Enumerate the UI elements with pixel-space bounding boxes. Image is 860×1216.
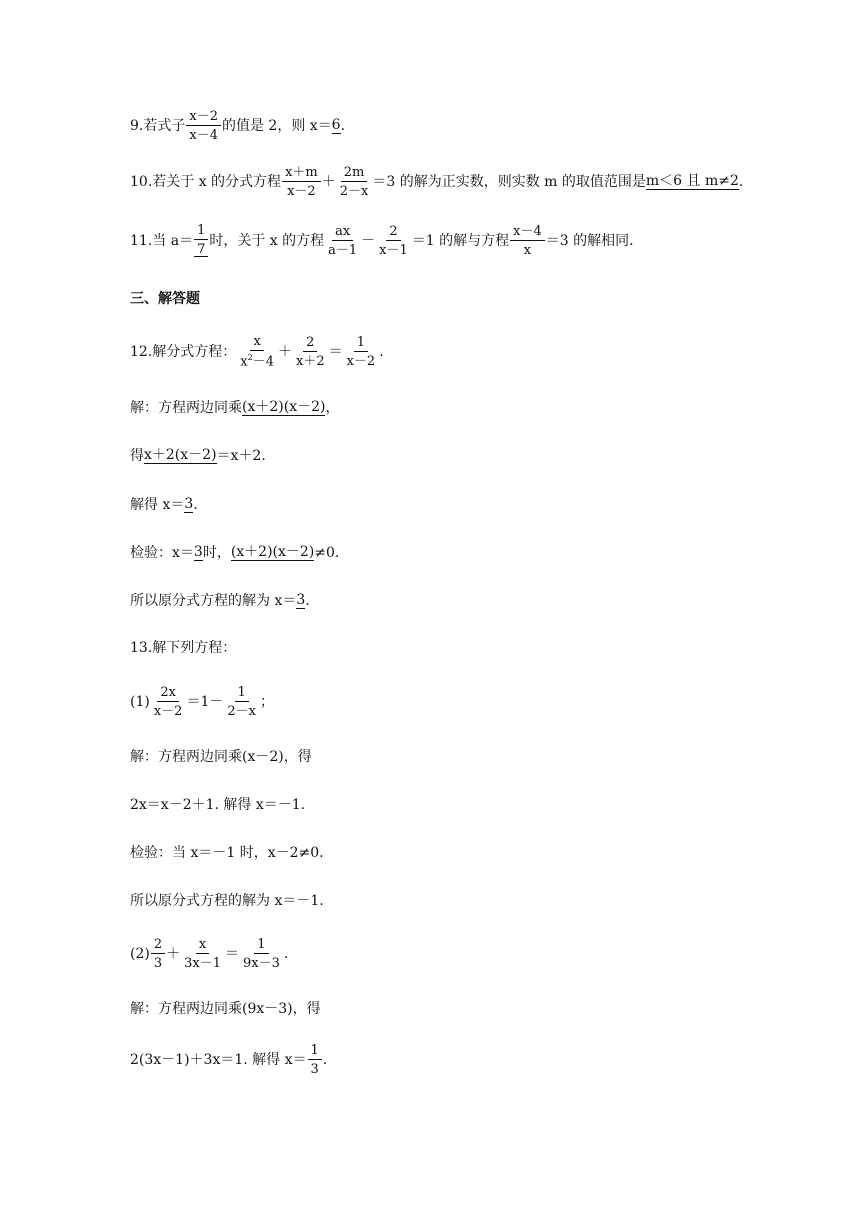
question-10-text-1: 若关于 x 的分式方程 [152, 174, 282, 190]
step-text: 得 [130, 448, 144, 464]
part-label: (2) [130, 946, 150, 962]
period: . [379, 343, 384, 360]
q13-p2-result-fraction [308, 1044, 322, 1076]
step-text: 检验：当 x＝－1 时，x－2≠0. [130, 845, 324, 861]
question-11-label: 11. [130, 232, 153, 249]
q13-p2-fraction-2 [181, 938, 224, 970]
question-12-label: 12. [130, 343, 153, 360]
period: . [738, 174, 744, 190]
q13-part-1 [130, 686, 274, 718]
fraction-numerator: 1 [254, 938, 268, 954]
fraction-denominator: x－1 [379, 242, 408, 258]
fraction-denominator: 9x－3 [243, 956, 280, 971]
equation-text: ＝1－ [186, 694, 224, 710]
question-12-text: 解分式方程： [152, 343, 237, 360]
q13-p1-step-4 [130, 894, 324, 908]
q13-p1-fraction-2 [224, 686, 259, 718]
question-10 [130, 166, 743, 198]
q13-p1-step-3 [130, 846, 324, 860]
fill-blank: 3 [296, 592, 306, 608]
fraction-denominator: x [523, 242, 532, 258]
question-13-title: 13.解下列方程： [130, 640, 237, 656]
step-text: 2x＝x－2＋1. 解得 x＝－1. [130, 797, 306, 813]
step-text: ＝x＋2. [216, 448, 266, 464]
q13-part-2 [130, 938, 288, 970]
step-text: 解：方程两边同乘(x－2)，得 [130, 749, 312, 765]
section-title: 三、解答题 [130, 291, 200, 307]
step-text: ， [325, 400, 340, 416]
fraction-numerator: x＋m [282, 166, 321, 182]
fraction-denominator: 7 [194, 240, 208, 257]
question-12-fraction-3 [344, 336, 379, 368]
fill-blank: 3 [193, 544, 203, 560]
question-11-text-1: 当 a＝ [152, 232, 194, 249]
step-text: 解：方程两边同乘 [130, 400, 242, 416]
q13-p2-step-2 [130, 1044, 327, 1076]
fraction-numerator: x－4 [510, 225, 545, 241]
period: . [340, 118, 346, 134]
fraction-denominator: a－1 [328, 242, 358, 258]
question-9-fraction [186, 110, 221, 142]
period: . [283, 946, 289, 962]
fraction-numerator: 1 [194, 224, 208, 240]
q12-step-1 [130, 400, 339, 416]
question-12-fraction-1 [237, 335, 277, 368]
question-11-fraction-1 [325, 225, 360, 257]
plus-sign: ＋ [277, 343, 292, 360]
question-12 [130, 335, 384, 368]
fraction-denominator: 2－x [339, 184, 369, 199]
question-11-text-3: ＝1 的解与方程 [411, 232, 510, 249]
semicolon: ； [259, 694, 274, 710]
q12-step-4 [130, 545, 339, 561]
q13-p2-fraction-1 [151, 938, 165, 970]
question-10-label: 10. [130, 174, 153, 190]
fraction-numerator: 1 [354, 336, 368, 352]
fraction-denominator: x＋2 [295, 353, 325, 369]
question-9 [130, 110, 345, 142]
den-rest: －4 [252, 354, 274, 370]
plus-sign: ＋ [321, 174, 336, 190]
question-10-text-2: ＝3 的解为正实数，则实数 m 的取值范围是 [372, 174, 646, 190]
fraction-numerator: 2 [303, 336, 317, 352]
step-text: ≠0. [314, 545, 340, 561]
fraction-numerator: ax [332, 225, 353, 241]
exponent: 2 [247, 353, 253, 362]
question-10-answer: m＜6 且 m≠2 [645, 173, 739, 189]
question-11-fraction-2 [376, 225, 411, 257]
question-11-answer-fraction [194, 224, 208, 257]
q13-p1-fraction-1 [151, 686, 186, 718]
fraction-numerator: x [250, 335, 263, 351]
fill-blank: (x＋2)(x－2) [230, 544, 315, 560]
q13-p2-fraction-3 [240, 938, 283, 970]
fraction-numerator: 1 [308, 1044, 322, 1060]
step-text: 所以原分式方程的解为 x＝ [130, 593, 297, 609]
step-text: 2(3x－1)＋3x＝1. 解得 x＝ [130, 1052, 307, 1068]
fraction-numerator: x－2 [186, 110, 221, 126]
minus-sign: － [361, 232, 376, 249]
fill-blank: x＋2(x－2) [144, 447, 217, 463]
question-9-text-2: 的值是 2，则 x＝ [221, 118, 332, 134]
question-10-fraction-1 [282, 166, 321, 198]
fill-blank: (x＋2)(x－2) [242, 399, 326, 415]
fraction-denominator: x－2 [287, 184, 316, 199]
q13-p1-step-2 [130, 798, 305, 812]
fraction-numerator: 2m [341, 166, 368, 182]
question-12-fraction-2 [293, 336, 328, 368]
fraction-denominator: x－2 [346, 353, 376, 369]
fraction-denominator: 3x－1 [184, 956, 221, 971]
fraction-numerator: 2x [157, 686, 179, 702]
den-base: x [240, 354, 248, 370]
part-label: (1) [130, 694, 150, 710]
step-text: 解得 x＝ [130, 497, 185, 513]
step-text: 所以原分式方程的解为 x＝－1. [130, 893, 324, 909]
plus-sign: ＋ [166, 946, 181, 962]
q13-p1-step-1 [130, 750, 312, 764]
question-11-text-4: ＝3 的解相同. [545, 232, 634, 249]
fraction-numerator: 1 [235, 686, 249, 702]
step-text: 解：方程两边同乘(9x－3)，得 [130, 1001, 321, 1017]
fraction-denominator: x－2 [153, 704, 183, 719]
fill-blank: 3 [184, 496, 194, 512]
question-11 [130, 224, 634, 257]
period: . [322, 1052, 328, 1068]
fraction-denominator: x－4 [189, 128, 218, 143]
step-text: . [193, 497, 198, 513]
q12-step-2 [130, 448, 266, 464]
fraction-denominator: 3 [310, 1062, 319, 1077]
section-heading [130, 292, 200, 306]
step-text: . [305, 593, 310, 609]
fraction-denominator: 2－x [227, 704, 256, 719]
q12-step-5 [130, 593, 310, 609]
equals-sign: ＝ [225, 946, 239, 962]
question-9-text-1: 若式子 [143, 118, 186, 134]
q12-step-3 [130, 497, 198, 513]
question-11-text-2: 时，关于 x 的方程 [209, 232, 325, 249]
q13-p2-step-1 [130, 1002, 321, 1016]
fraction-numerator: x [196, 938, 209, 954]
fraction-numerator: 2 [386, 225, 400, 241]
fraction-numerator: 2 [151, 938, 165, 954]
fraction-denominator: 3 [153, 956, 163, 971]
fraction-denominator [237, 351, 277, 368]
question-9-answer: 6 [331, 117, 341, 133]
question-11-fraction-3 [510, 225, 545, 257]
equals-sign: ＝ [328, 343, 343, 360]
step-text: 时， [202, 545, 231, 561]
question-10-fraction-2 [337, 166, 372, 198]
step-text: 检验：x＝ [130, 545, 194, 561]
question-9-label: 9. [130, 118, 144, 134]
question-13 [130, 641, 236, 655]
